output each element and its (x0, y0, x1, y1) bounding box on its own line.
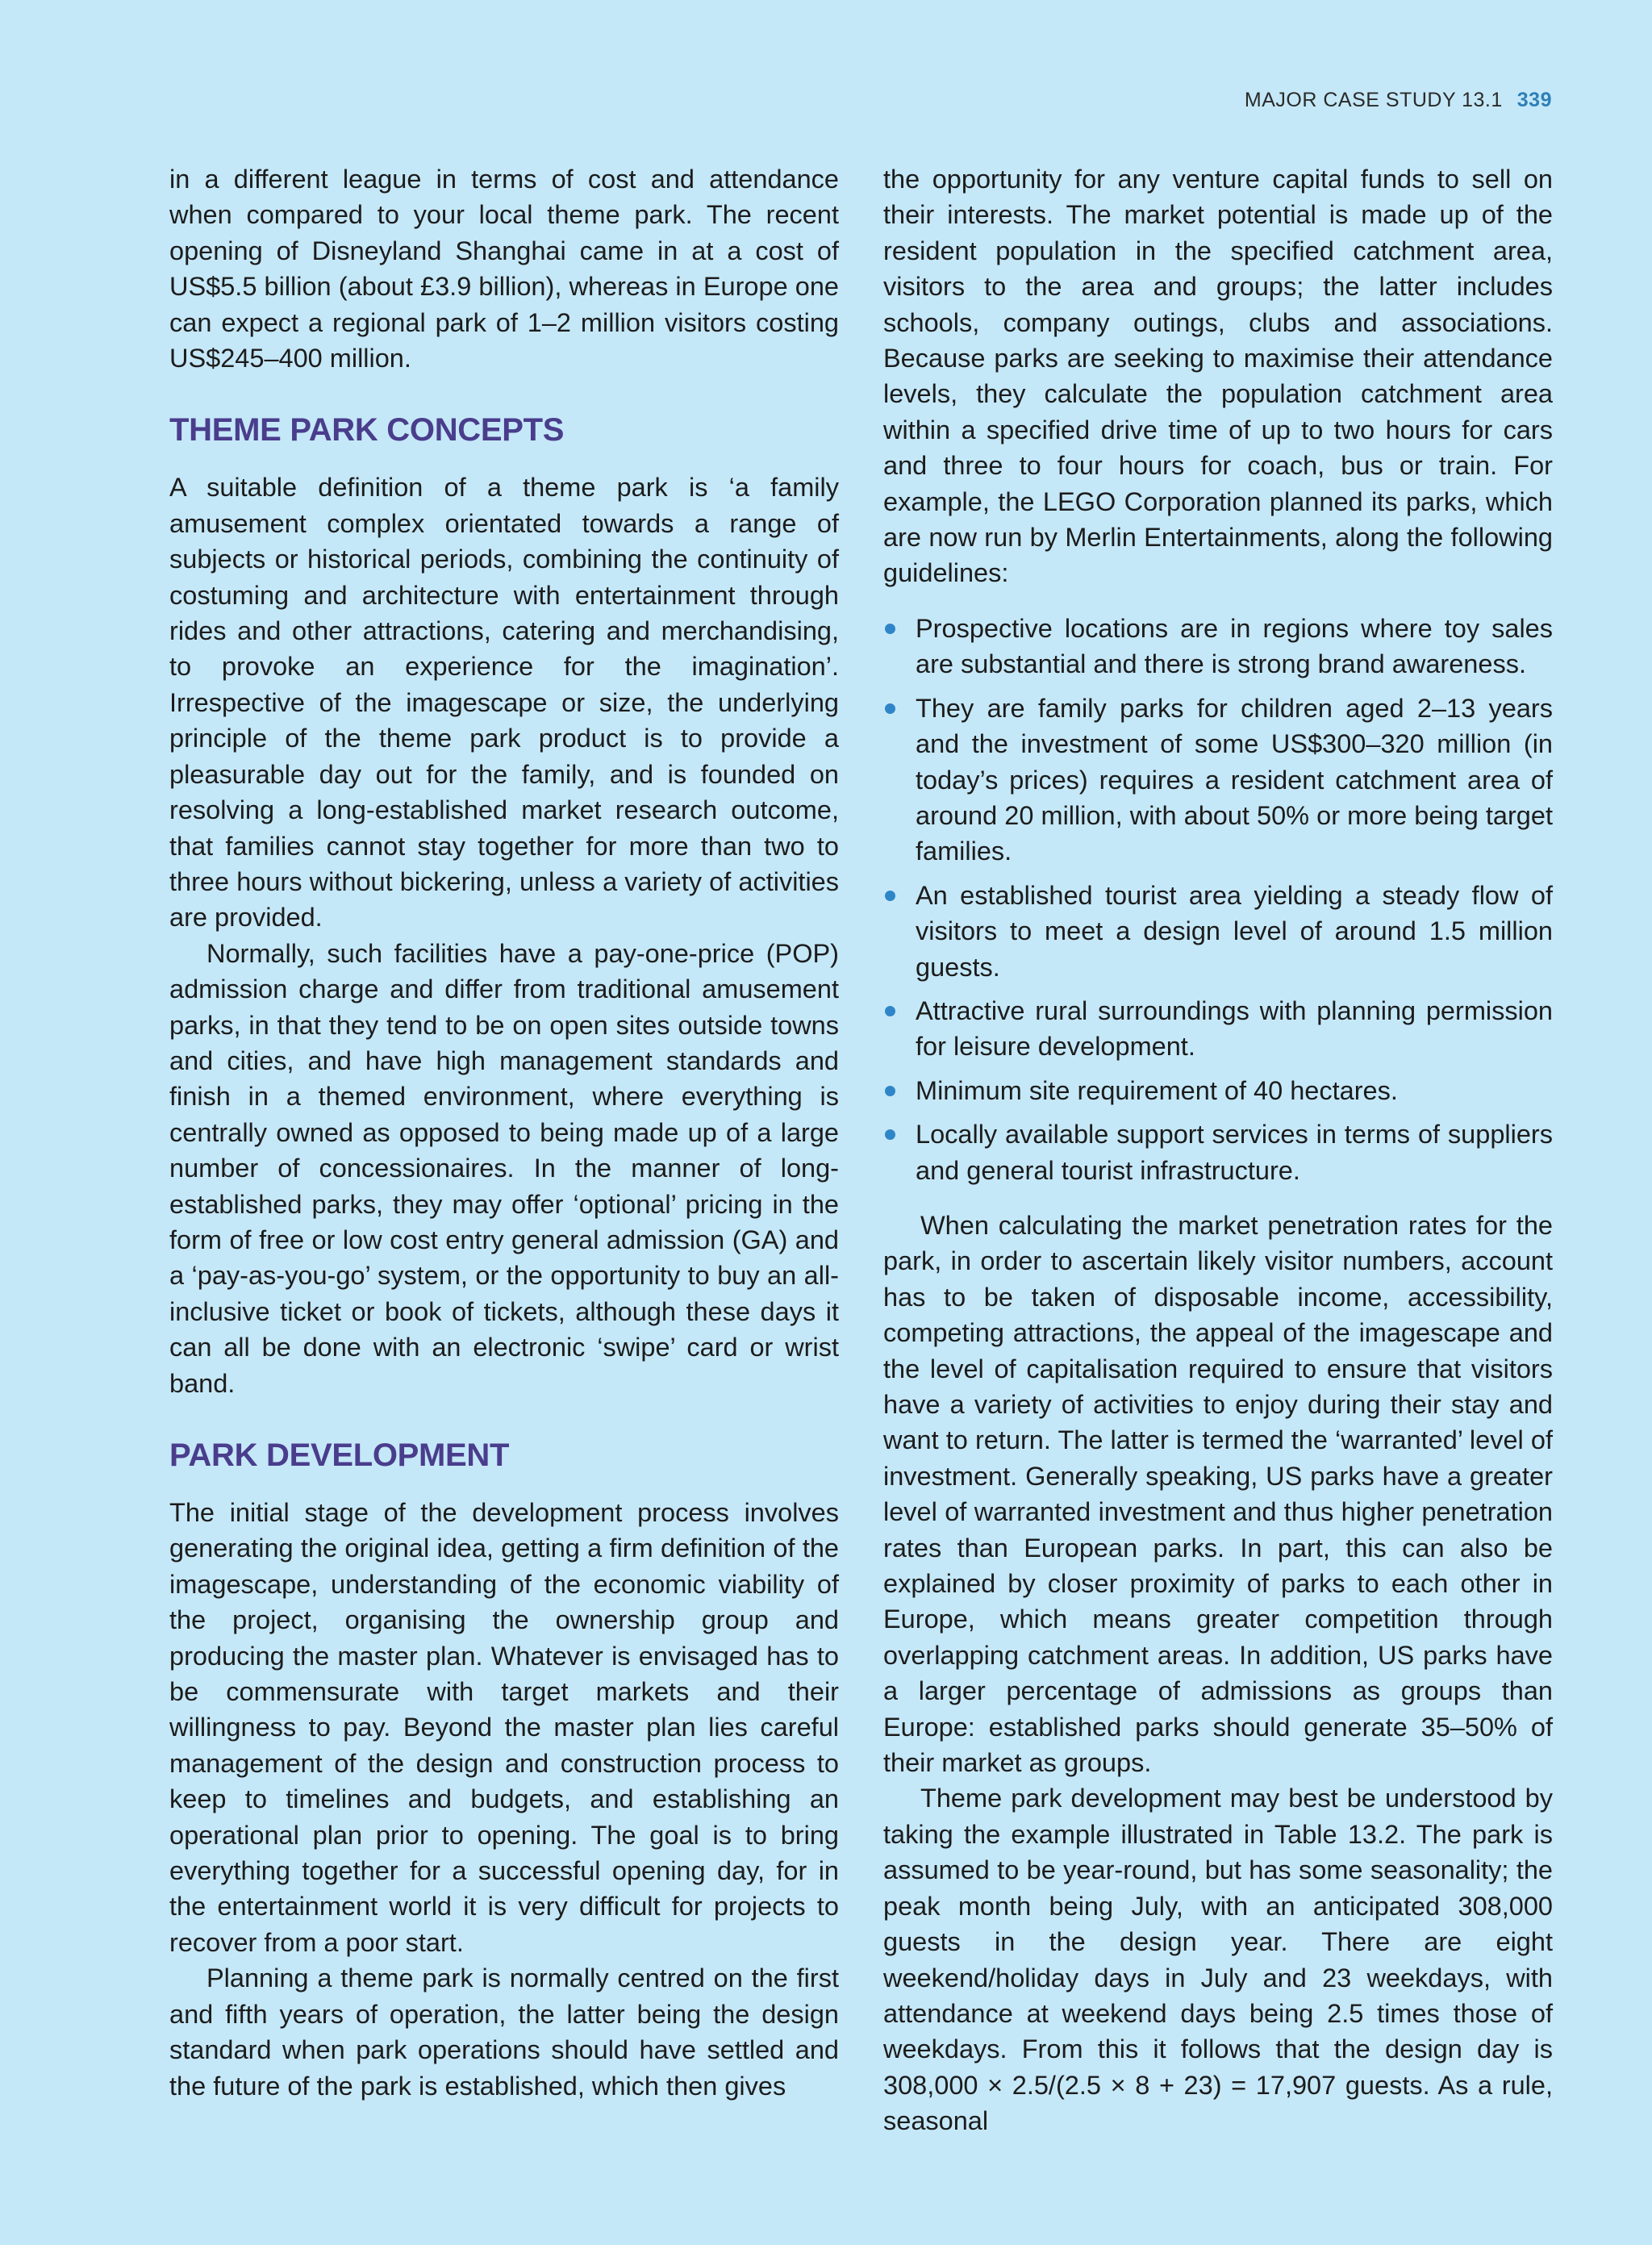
bullet-icon (885, 1086, 895, 1096)
paragraph-concepts-definition: A suitable definition of a theme park is ‘a family amusement complex orientated towards a range of subjects or historical periods, combining the continuity of costuming and architecture with entertainment through rides and other attractions, catering and merchandising, to provoke an experience for the imagination’. Irrespective of the imagescape or size, the underlying principle of the theme park product is to provide a pleasurable day out for the family, and is founded on resolving a long-established market research outcome, that families cannot stay together for more than two to three hours without bickering, unless a variety of activities are provided. (169, 473, 839, 933)
heading-park-development: PARK DEVELOPMENT (169, 1438, 510, 1473)
list-item-text: Minimum site requirement of 40 hectares. (916, 1075, 1398, 1105)
running-head-title: MAJOR CASE STUDY 13.1 (1244, 89, 1503, 111)
left-column (169, 161, 839, 2104)
right-column (883, 161, 1553, 2139)
list-item (883, 1116, 1553, 1188)
paragraph-market-penetration: When calculating the market penetration rates for the park, in order to ascertain likely visitor numbers, account has to be taken of disposable income, accessibility, competing attractions, the appeal of the imagescape and the level of capitalisation required to ensure that visitors have a variety of activities to enjoy during their stay and want to return. The latter is termed the ‘warranted’ level of investment. Generally speaking, US parks have a greater level of warranted investment and thus higher penetration rates than European parks. In part, this can also be explained by closer proximity of parks to each other in Europe, which means greater competition through overlapping catchment areas. In addition, US parks have a larger percentage of admissions as groups than Europe: established parks should generate 35–50% of their market as groups. (883, 1210, 1553, 1778)
list-item (883, 611, 1553, 682)
paragraph-market-potential: the opportunity for any venture capital funds to sell on their interests. The market potential is made up of the resident population in the specified catchment area, visitors to the area and groups; the latter includes schools, company outings, clubs and associations. Because parks are seeking to maximise their attendance levels, they calculate the population catchment area within a specified drive time of up to two hours for cars and three to four hours for coach, bus or train. For example, the LEGO Corporation planned its parks, which are now run by Merlin Entertainments, along the following guidelines: (883, 165, 1553, 588)
running-head (1245, 89, 1552, 112)
heading-theme-park-concepts: THEME PARK CONCEPTS (169, 412, 565, 449)
bullet-icon (885, 1006, 895, 1016)
bullet-icon (885, 891, 895, 901)
page-number: 339 (1516, 89, 1552, 111)
paragraph-development-planning: Planning a theme park is normally centred on the first and fifth years of operation, the latter being the design standard when park operations should have settled and the future of the park is established, which then gives (169, 1963, 839, 2101)
list-item-text: Prospective locations are in regions where toy sales are substantial and there is strong brand awareness. (916, 613, 1553, 679)
list-item-text: Locally available support services in terms of suppliers and general tourist infrastructure. (916, 1120, 1553, 1185)
paragraph-intro: in a different league in terms of cost and attendance when compared to your local theme park. The recent opening of Disneyland Shanghai came in at a cost of US$5.5 billion (about £3.9 billion), whereas in Europe one can expect a regional park of 1–2 million visitors costing US$245–400 million. (169, 165, 839, 373)
guidelines-list (883, 611, 1553, 1188)
list-item (883, 993, 1553, 1065)
list-item (883, 691, 1553, 870)
bullet-icon (885, 1129, 895, 1140)
list-item-text: An established tourist area yielding a steady flow of visitors to meet a design level of around 1.5 million guests. (916, 880, 1553, 982)
paragraph-concepts-pricing: Normally, such facilities have a pay-one-price (POP) admission charge and differ from traditional amusement parks, in that they tend to be on open sites outside towns and cities, and have high management standards and finish in a themed environment, where everything is centrally owned as opposed to being made up of a large number of concessionaires. In the manner of long-established parks, they may offer ‘optional’ pricing in the form of free or low cost entry general admission (GA) and a ‘pay-as-you-go’ system, or the opportunity to buy an all-inclusive ticket or book of tickets, although these days it can all be done with an electronic ‘swipe’ card or wrist band. (169, 938, 839, 1398)
paragraph-development-process: The initial stage of the development process involves generating the original idea, getting a firm definition of the imagescape, understanding of the economic viability of the project, organising the ownership group and producing the master plan. Whatever is envisaged has to be commensurate with target markets and their willingness to pay. Beyond the master plan lies careful management of the design and construction process to keep to timelines and budgets, and establishing an operational plan prior to opening. The goal is to bring everything together for a successful opening day, for in the entertainment world it is very difficult for projects to recover from a poor start. (169, 1498, 839, 1957)
list-item-text: They are family parks for children aged 2–13 years and the investment of some US$300–320 million (in today’s prices) requires a resident catchment area of around 20 million, with about 50% or more being target families. (916, 693, 1553, 866)
list-item-text: Attractive rural surroundings with planning permission for leisure development. (916, 995, 1553, 1062)
bullet-icon (885, 703, 895, 714)
paragraph-design-day-example: Theme park development may best be understood by taking the example illustrated in Table 13.2. The park is assumed to be year-round, but has some seasonality; the peak month being July, with an anticipated 308,000 guests in the design year. There are eight weekend/holiday days in July and 23 weekdays, with attendance at weekend days being 2.5 times those of weekdays. From this it follows that the design day is 308,000 × 2.5/(2.5 × 8 + 23) = 17,907 guests. As a rule, seasonal (883, 1784, 1553, 2136)
bullet-icon (885, 624, 895, 634)
list-item (883, 1073, 1553, 1108)
list-item (883, 878, 1553, 985)
